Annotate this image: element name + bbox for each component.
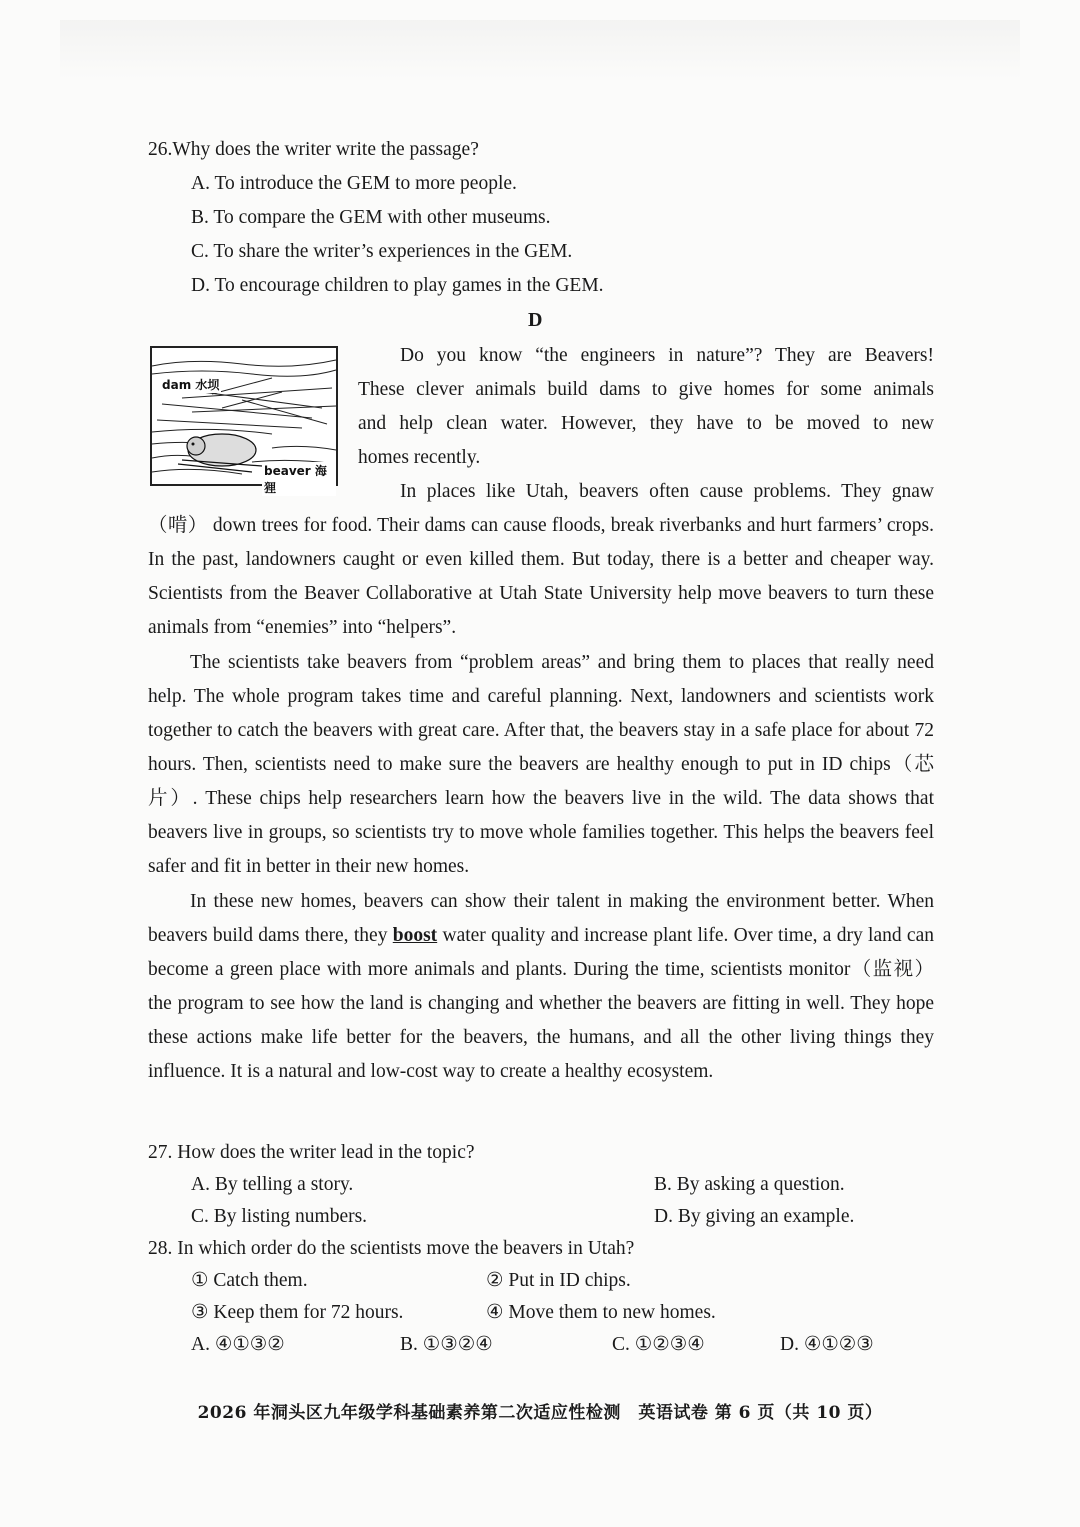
q26-option-b: B. To compare the GEM with other museums.	[191, 207, 551, 228]
q28-option-a: A. ④①③②	[191, 1334, 285, 1355]
q27-option-a: A. By telling a story.	[191, 1174, 354, 1195]
p4-text-after: water quality and increase plant life. Over time, a dry land can become a green place with more animals and plants. During the time, scientists monitor（监视） the program to see how the land is changing and whether the beavers are fitting in well. They hope these actions make life better for the beavers, the humans, and all the other living things they influence. It is a natural and low-cost way to create a healthy ecosystem.	[148, 925, 934, 1082]
q28-step-3: ③ Keep them for 72 hours.	[191, 1302, 404, 1323]
q28-option-b: B. ①③②④	[400, 1334, 493, 1355]
section-title: D	[528, 309, 543, 331]
passage-paragraph-1	[358, 339, 934, 475]
boost-keyword: boost	[392, 925, 438, 946]
q27-option-c: C. By listing numbers.	[191, 1206, 368, 1227]
q28-step-1: ① Catch them.	[191, 1270, 308, 1291]
q27-option-d: D. By giving an example.	[654, 1206, 855, 1227]
passage-paragraph-4	[148, 885, 934, 1089]
passage-paragraph-2: （啃） down trees for food. Their dams can cause floods, break riverbanks and hurt farmers’ crops. In the past, landowners caught or even killed them. But today, there is a better and cheaper way. Scientists from the Beaver Collaborative at Utah State University help move beavers to turn these animals from “enemies” into “helpers”.	[148, 515, 934, 638]
page-footer: 2026 年洞头区九年级学科基础素养第二次适应性检测 英语试卷 第 6 页（共 10 页）	[197, 1403, 883, 1423]
q27-option-b: B. By asking a question.	[654, 1174, 845, 1195]
scan-top-shadow	[60, 20, 1020, 80]
q26-option-d: D. To encourage children to play games in the GEM.	[191, 275, 604, 296]
beaver-dam-illustration	[150, 346, 338, 495]
p1-line-4: homes recently.	[358, 447, 481, 468]
q27-stem: 27. How does the writer lead in the topic?	[148, 1142, 475, 1163]
p1-line-2: These clever animals build dams to give homes for some animals	[358, 379, 934, 400]
dam-label: dam 水坝	[162, 378, 220, 392]
q26-stem: 26.Why does the writer write the passage?	[148, 139, 479, 160]
q26-option-a: A. To introduce the GEM to more people.	[191, 173, 517, 194]
p1-line-3: and help clean water. However, they have to be moved to new	[358, 413, 934, 434]
q28-stem: 28. In which order do the scientists move the beavers in Utah?	[148, 1238, 635, 1259]
passage-paragraph-3: The scientists take beavers from “problem areas” and bring them to places that really need help. The whole program takes time and careful planning. Next, landowners and scientists work together to catch the beavers with great care. After that, the beavers stay in a safe place for about 72 hours. Then, scientists need to make sure the beavers are healthy enough to put in ID chips（芯片）. These chips help researchers learn how the beavers live in the wild. The data shows that beavers live in groups, so scientists try to move whole families together. This helps the beavers feel safer and fit in better in their new homes.	[148, 652, 934, 877]
q28-step-2: ② Put in ID chips.	[486, 1270, 631, 1291]
q26-option-c: C. To share the writer’s experiences in the GEM.	[191, 241, 573, 262]
p2-first-line: In places like Utah, beavers often cause problems. They gnaw	[400, 481, 934, 502]
q28-option-c: C. ①②③④	[612, 1334, 705, 1355]
p1-line-1: Do you know “the engineers in nature”? They are Beavers!	[400, 345, 934, 366]
q28-option-d: D. ④①②③	[780, 1334, 874, 1355]
beaver-label: beaver 海狸	[262, 462, 336, 496]
p4-text-before: In these new homes, beavers can show their talent in making the environment better. When beavers build dams there, they	[148, 891, 934, 946]
q28-step-4: ④ Move them to new homes.	[486, 1302, 716, 1323]
